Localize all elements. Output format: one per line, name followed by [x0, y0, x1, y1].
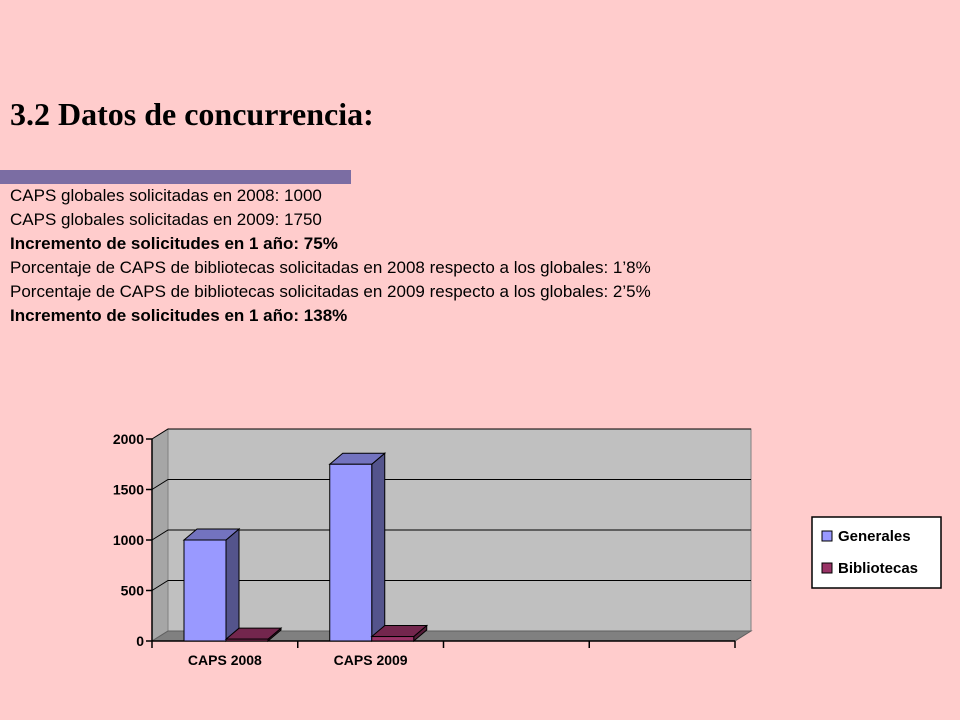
y-tick-label: 0 [136, 633, 144, 649]
legend-swatch-generales [822, 531, 832, 541]
stat-line-2008-global: CAPS globales solicitadas en 2008: 1000 [10, 186, 322, 205]
slide-title: 3.2 Datos de concurrencia: [10, 96, 374, 132]
stat-line-increase-libraries: Incremento de solicitudes en 1 año: 138% [10, 306, 348, 325]
stat-line-2009-global: CAPS globales solicitadas en 2009: 1750 [10, 210, 322, 229]
bar-side-generales [226, 529, 239, 641]
stat-line-increase-global: Incremento de solicitudes en 1 año: 75% [10, 234, 338, 253]
y-tick-label: 1000 [112, 532, 144, 548]
y-tick-label: 2000 [112, 431, 144, 447]
legend-swatch-bibliotecas [822, 563, 832, 573]
bar-generales [330, 464, 372, 641]
x-tick-label: CAPS 2009 [333, 652, 408, 668]
bar-generales [184, 540, 226, 641]
bar-bibliotecas [226, 639, 268, 641]
bar-bibliotecas [372, 637, 414, 641]
bar-side-generales [372, 453, 385, 641]
y-tick-label: 1500 [112, 481, 144, 498]
legend-label-generales: Generales [838, 528, 911, 545]
x-tick-label: CAPS 2008 [187, 652, 262, 668]
chart-legend [812, 517, 941, 588]
legend-label-bibliotecas: Bibliotecas [838, 560, 919, 577]
stat-line-2008-libraries: Porcentaje de CAPS de bibliotecas solicitadas en 2008 respecto a los globales: 1’8% [10, 258, 651, 277]
stat-line-2009-libraries: Porcentaje de CAPS de bibliotecas solicitadas en 2009 respecto a los globales: 2’5% [10, 282, 651, 301]
y-tick-label: 500 [120, 582, 144, 599]
